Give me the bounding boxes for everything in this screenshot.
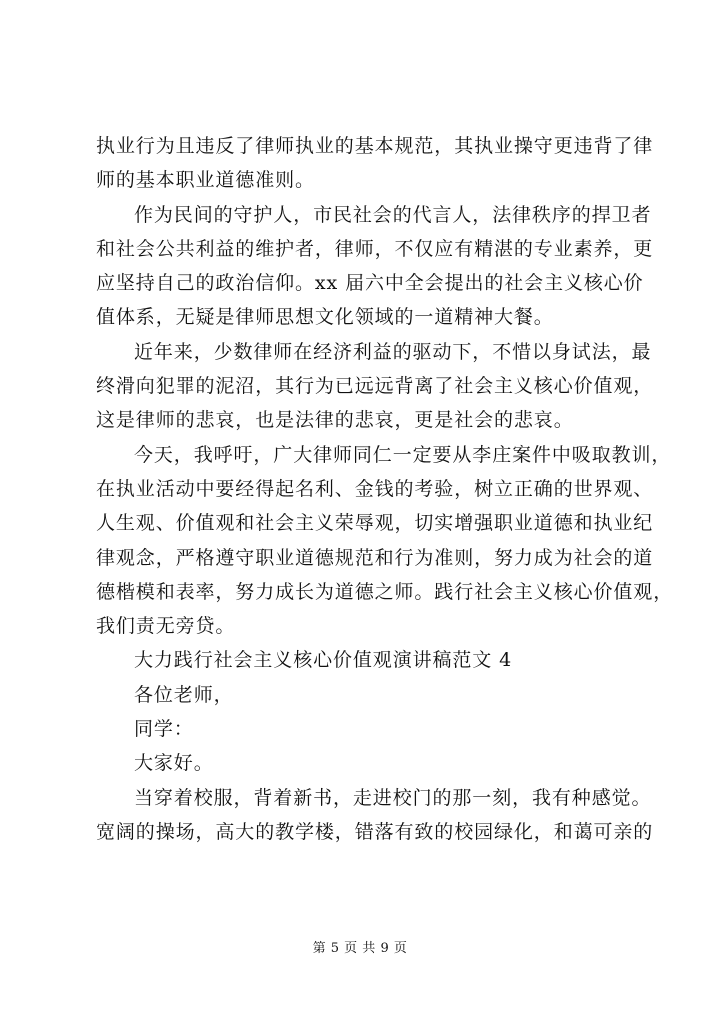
text-line: 今天，我呼吁，广大律师同仁一定要从李庄案件中吸取教训， <box>134 443 672 466</box>
text-line: 德楷模和表率，努力成长为道德之师。践行社会主义核心价值观， <box>96 580 674 603</box>
section-heading: 大力践行社会主义核心价值观演讲稿范文 4 <box>134 649 513 672</box>
text-line: 人生观、价值观和社会主义荣辱观，切实增强职业道德和执业纪 <box>96 512 654 535</box>
text-line: 近年来，少数律师在经济利益的驱动下，不惜以身试法，最 <box>134 340 652 363</box>
document-body <box>96 129 674 849</box>
page-number-footer: 第 5 页 共 9 页 <box>312 941 408 956</box>
text-line: 执业行为且违反了律师执业的基本规范，其执业操守更违背了律 <box>96 135 654 157</box>
text-line: 值体系，无疑是律师思想文化领域的一道精神大餐。 <box>96 306 554 329</box>
salutation-line: 同学： <box>134 718 194 741</box>
text-line: 当穿着校服，背着新书，走进校门的那一刻，我有种感觉。 <box>134 786 652 809</box>
text-line: 我们责无旁贷。 <box>96 615 236 638</box>
text-line: 在执业活动中要经得起名利、金钱的考验，树立正确的世界观、 <box>96 477 654 500</box>
text-line: 师的基本职业道德准则。 <box>96 169 315 192</box>
text-line: 应坚持自己的政治信仰。xx 届六中全会提出的社会主义核心价 <box>96 272 644 295</box>
text-line: 和社会公共利益的维护者，律师，不仅应有精湛的专业素养，更 <box>96 237 654 260</box>
text-line: 律观念，严格遵守职业道德规范和行为准则，努力成为社会的道 <box>96 546 654 569</box>
text-line: 宽阔的操场，高大的教学楼，错落有致的校园绿化，和蔼可亲的 <box>96 820 654 843</box>
text-line: 这是律师的悲哀，也是法律的悲哀，更是社会的悲哀。 <box>96 409 574 432</box>
text-line: 作为民间的守护人，市民社会的代言人，法律秩序的捍卫者 <box>134 203 652 226</box>
text-line: 终滑向犯罪的泥沼，其行为已远远背离了社会主义核心价值观， <box>96 375 654 398</box>
greeting-line: 大家好。 <box>134 752 214 775</box>
salutation-line: 各位老师， <box>134 683 234 706</box>
